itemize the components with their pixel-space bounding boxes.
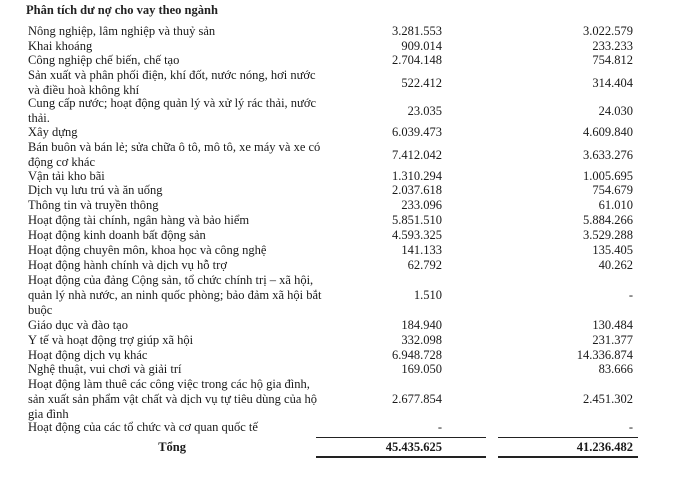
value-current: - xyxy=(437,420,442,434)
row-label: Hoạt động chuyên môn, khoa học và công nghệ xyxy=(28,243,267,257)
row-label: Thông tin và truyền thông xyxy=(28,198,159,212)
value-current: 332.098 xyxy=(401,333,442,347)
value-prior: 5.884.266 xyxy=(583,213,633,227)
row-label: Hoạt động của đảng Cộng sản, tổ chức chính trị – xã hội, quản lý nhà nước, an ninh quốc phòng; bảo đảm xã hội bắt buộc xyxy=(28,273,322,317)
value-prior: 1.005.695 xyxy=(583,169,633,183)
row-label: Hoạt động kinh doanh bất động sản xyxy=(28,228,206,242)
value-prior: 754.812 xyxy=(592,53,633,67)
value-prior: 40.262 xyxy=(598,258,633,272)
value-current: 6.948.728 xyxy=(392,348,442,362)
value-current: 169.050 xyxy=(401,362,442,376)
value-prior: 2.451.302 xyxy=(583,392,633,406)
value-current: 3.281.553 xyxy=(392,24,442,38)
row-label: Hoạt động của các tổ chức và cơ quan quốc tế xyxy=(28,420,258,434)
value-prior: 130.484 xyxy=(592,318,633,332)
value-current: 2.677.854 xyxy=(392,392,442,406)
row-label: Nông nghiệp, lâm nghiệp và thuỷ sản xyxy=(28,24,216,38)
row-label: Hoạt động làm thuê các công việc trong các hộ gia đình, sản xuất sản phẩm vật chất và dịch vụ tự tiêu dùng của hộ gia đình xyxy=(28,377,317,421)
row-label: Dịch vụ lưu trú và ăn uống xyxy=(28,183,163,197)
row-label: Cung cấp nước; hoạt động quản lý và xử lý rác thải, nước thải. xyxy=(28,96,316,125)
value-current: 909.014 xyxy=(401,39,442,53)
value-prior: 14.336.874 xyxy=(576,348,633,362)
value-current: 1.510 xyxy=(413,288,442,302)
value-current: 233.096 xyxy=(401,198,442,212)
value-prior: 61.010 xyxy=(598,198,633,212)
value-current: 1.310.294 xyxy=(392,169,442,183)
total-rule-current xyxy=(316,456,486,458)
value-current: 23.035 xyxy=(407,104,442,118)
row-label: Sản xuất và phân phối điện, khí đốt, nước nóng, hơi nước và điều hoà không khí xyxy=(28,68,316,97)
row-label: Bán buôn và bán lẻ; sửa chữa ô tô, mô tô, xe máy và xe có động cơ khác xyxy=(28,140,321,169)
value-current: 2.704.148 xyxy=(392,53,442,67)
row-label: Hoạt động tài chính, ngân hàng và bảo hiểm xyxy=(28,213,250,227)
value-prior: 3.022.579 xyxy=(583,24,633,38)
value-current: 184.940 xyxy=(401,318,442,332)
row-label: Hoạt động dịch vụ khác xyxy=(28,348,148,362)
value-prior: 24.030 xyxy=(598,104,633,118)
row-label: Công nghiệp chế biến, chế tạo xyxy=(28,53,180,67)
value-prior: 754.679 xyxy=(592,183,633,197)
value-prior: - xyxy=(628,288,633,302)
row-label: Vận tải kho bãi xyxy=(28,169,105,183)
value-prior: 233.233 xyxy=(592,39,633,53)
subtotal-rule-prior xyxy=(498,437,638,438)
row-label: Y tế và hoạt động trợ giúp xã hội xyxy=(28,333,194,347)
total-current: 45.435.625 xyxy=(385,440,442,454)
subtotal-rule-current xyxy=(316,437,486,438)
total-prior: 41.236.482 xyxy=(576,440,633,454)
value-prior: 83.666 xyxy=(598,362,633,376)
value-prior: 4.609.840 xyxy=(583,125,633,139)
value-current: 62.792 xyxy=(407,258,442,272)
value-current: 2.037.618 xyxy=(392,183,442,197)
value-current: 522.412 xyxy=(401,76,442,90)
value-prior: 231.377 xyxy=(592,333,633,347)
value-current: 7.412.042 xyxy=(392,148,442,162)
value-current: 6.039.473 xyxy=(392,125,442,139)
row-label: Xây dựng xyxy=(28,125,78,139)
value-prior: 3.633.276 xyxy=(583,148,633,162)
value-prior: 3.529.288 xyxy=(583,228,633,242)
row-label: Nghệ thuật, vui chơi và giải trí xyxy=(28,362,182,376)
value-prior: 135.405 xyxy=(592,243,633,257)
row-label: Giáo dục và đào tạo xyxy=(28,318,128,332)
table-title: Phân tích dư nợ cho vay theo ngành xyxy=(26,3,218,17)
value-current: 141.133 xyxy=(401,243,442,257)
value-current: 4.593.325 xyxy=(392,228,442,242)
value-prior: - xyxy=(628,420,633,434)
row-label: Khai khoáng xyxy=(28,39,93,53)
total-rule-prior xyxy=(498,456,638,458)
total-label: Tổng xyxy=(158,440,186,454)
value-prior: 314.404 xyxy=(592,76,633,90)
row-label: Hoạt động hành chính và dịch vụ hỗ trợ xyxy=(28,258,227,272)
value-current: 5.851.510 xyxy=(392,213,442,227)
